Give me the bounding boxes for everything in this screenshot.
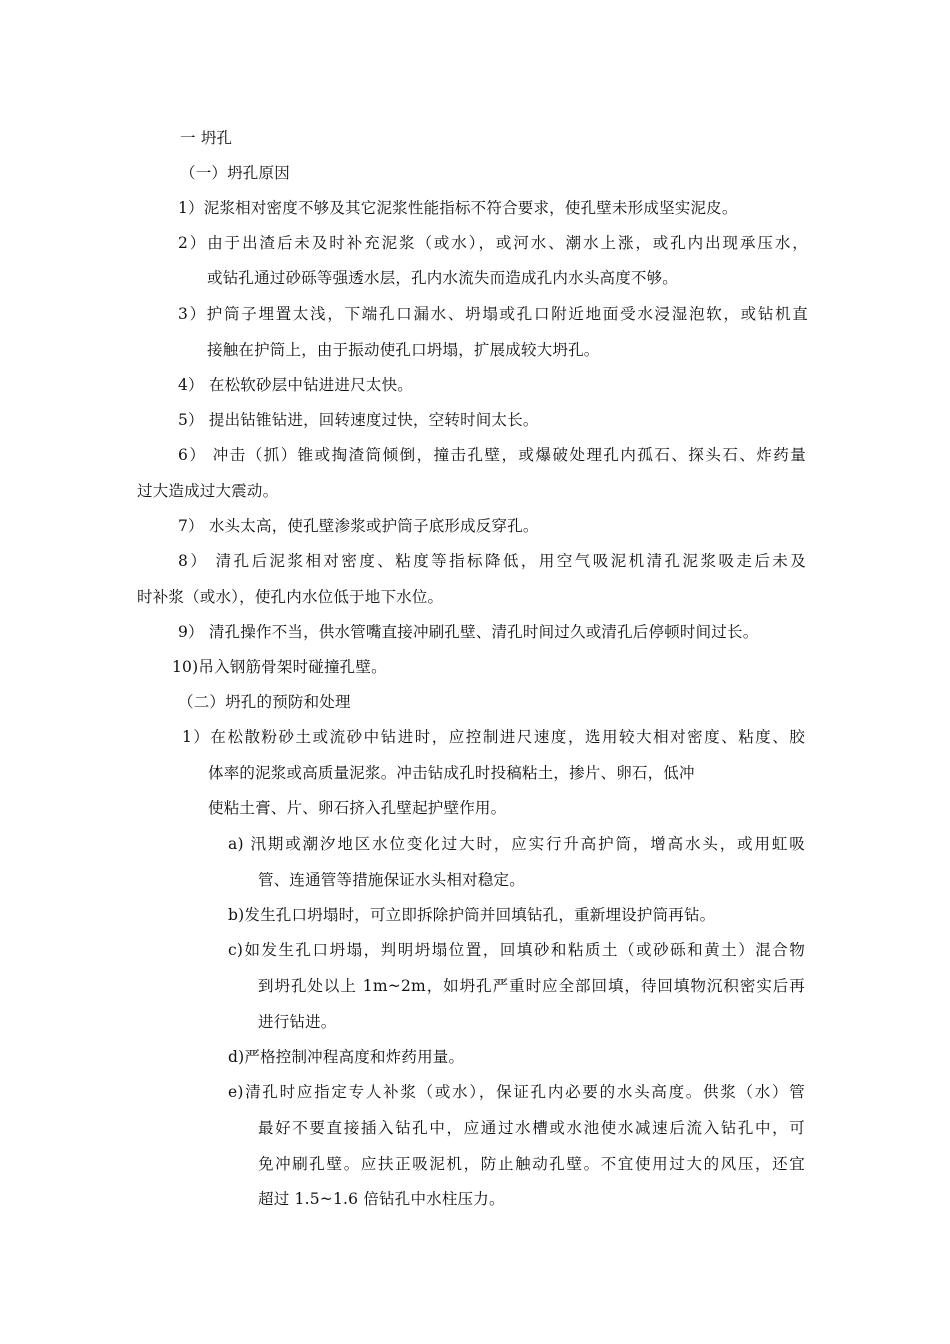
paragraph-line: 2）由于出渣后未及时补充泥浆（或水），或河水、潮水上涨，或孔内出现承压水，	[178, 234, 808, 252]
list-item: b)发生孔口坍塌时，可立即拆除护筒并回填钻孔，重新埋设护筒再钻。	[228, 906, 716, 924]
list-item: c)如发生孔口坍塌，判明坍塌位置，回填砂和粘质土（或砂砾和黄土）混合物	[228, 941, 805, 959]
list-item: d)严格控制冲程高度和炸药用量。	[228, 1048, 465, 1066]
heading: 一 坍孔	[180, 129, 233, 147]
paragraph-line: 1）泥浆相对密度不够及其它泥浆性能指标不符合要求，使孔壁未形成坚实泥皮。	[178, 199, 738, 217]
paragraph-line: 3）护筒子埋置太浅，下端孔口漏水、坍塌或孔口附近地面受水浸湿泡软，或钻机直	[178, 305, 808, 323]
paragraph-line: 10)吊入钢筋骨架时碰撞孔壁。	[172, 658, 387, 676]
list-item-continuation: 到坍孔处以上 1m~2m，如坍孔严重时应全部回填，待回填物沉积密实后再	[258, 977, 805, 995]
paragraph-line: 4） 在松软砂层中钻进进尺太快。	[178, 376, 413, 394]
paragraph-line: 过大造成过大震动。	[137, 482, 279, 500]
paragraph-line: 时补浆（或水），使孔内水位低于地下水位。	[137, 588, 444, 606]
paragraph-line: 体率的泥浆或高质量泥浆。冲击钻成孔时投稿粘土，掺片、卵石，低冲	[208, 764, 695, 782]
paragraph-line: 5） 提出钻锥钻进，回转速度过快，空转时间太长。	[178, 411, 539, 429]
section-title: （二）坍孔的预防和处理	[178, 693, 351, 711]
paragraph-line: 6） 冲击（抓）锥或掏渣筒倾倒，撞击孔壁，或爆破处理孔内孤石、探头石、炸药量	[178, 446, 806, 464]
section-title: （一）坍孔原因	[180, 164, 290, 182]
paragraph-line: 7） 水头太高，使孔壁渗浆或护筒子底形成反穿孔。	[178, 517, 539, 535]
paragraph-line: 使粘土膏、片、卵石挤入孔壁起护壁作用。	[208, 799, 507, 817]
list-item: e)清孔时应指定专人补浆（或水），保证孔内必要的水头高度。供浆（水）管	[228, 1083, 805, 1101]
list-item-continuation: 超过 1.5~1.6 倍钻孔中水柱压力。	[258, 1190, 505, 1208]
list-item-continuation: 进行钻进。	[258, 1013, 337, 1031]
paragraph-line: 1）在松散粉砂土或流砂中钻进时，应控制进尺速度，选用较大相对密度、粘度、胶	[182, 728, 805, 746]
paragraph-line: 8） 清孔后泥浆相对密度、粘度等指标降低，用空气吸泥机清孔泥浆吸走后未及	[178, 552, 806, 570]
list-item-continuation: 免冲刷孔壁。应扶正吸泥机，防止触动孔壁。不宜使用过大的风压，还宜	[258, 1155, 805, 1173]
list-item-continuation: 管、连通管等措施保证水头相对稳定。	[258, 871, 525, 889]
paragraph-line: 9） 清孔操作不当，供水管嘴直接冲刷孔壁、清孔时间过久或清孔后停顿时间过长。	[178, 623, 759, 641]
paragraph-line: 接触在护筒上，由于振动使孔口坍塌，扩展成较大坍孔。	[207, 341, 600, 359]
list-item-continuation: 最好不要直接插入钻孔中，应通过水槽或水池使水减速后流入钻孔中，可	[258, 1119, 805, 1137]
paragraph-line: 或钻孔通过砂砾等强透水层，孔内水流失而造成孔内水头高度不够。	[207, 269, 679, 287]
list-item: a) 汛期或潮汐地区水位变化过大时，应实行升高护筒，增高水头，或用虹吸	[228, 835, 805, 853]
